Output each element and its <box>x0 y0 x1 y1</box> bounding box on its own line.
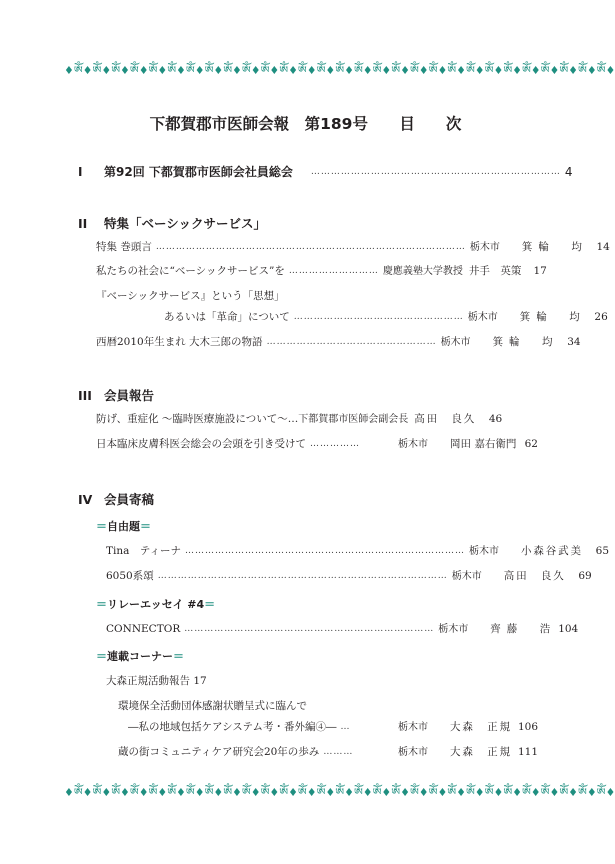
page-number: 111 <box>517 745 538 758</box>
entry-author: 箕輪 均 <box>519 310 580 323</box>
section-1-label: I 第92回 下都賀郡市医師会社員総会 <box>78 165 293 179</box>
entry-title: 私たちの社会に“ベーシックサービス”を <box>96 265 285 277</box>
leader-dots: …………… <box>310 439 360 449</box>
entry-affiliation: 下都賀郡市医師会副会長 <box>298 413 409 425</box>
toc-heading: 目 次 <box>399 115 462 133</box>
page-number: 14 <box>596 240 610 253</box>
entry-author: 大森 正規 <box>450 720 510 733</box>
toc-entry[interactable] <box>118 743 538 761</box>
entry-title: CONNECTOR <box>106 623 181 635</box>
entry-affiliation: 栃木市 <box>467 311 498 323</box>
page-number: 104 <box>558 622 579 635</box>
subheading-serial-corner: ＝連載コーナー＝ <box>96 650 184 663</box>
leader-dots: ………………………………………………………………… <box>310 167 561 177</box>
leader-dots: ……… <box>323 747 354 757</box>
page-number: 17 <box>533 264 547 277</box>
toc-entry[interactable] <box>164 308 608 326</box>
entry-title: 『ベーシックサービス』という「思想」 <box>96 290 285 302</box>
page-number: 4 <box>564 165 573 179</box>
bulletin-title: 下都賀郡市医師会報 第189号 <box>149 115 368 133</box>
leader-dots: ………………………………………………………………………… <box>185 546 466 556</box>
leader-dots: ………………………………………………………………………………… <box>155 242 466 252</box>
leader-dots: … <box>340 722 351 732</box>
entry-affiliation: 慶應義塾大学教授 <box>382 265 463 277</box>
subheading-relay-essay: ＝リレーエッセイ #4＝ <box>96 598 216 611</box>
entry-author: 箕輪 均 <box>492 335 553 348</box>
entry-author: 齊藤 浩 <box>490 622 551 635</box>
entry-title: 蔵の街コミュニティケア研究会20年の歩み <box>118 746 320 758</box>
entry-title: Tina ティーナ <box>106 545 182 557</box>
page-number: 62 <box>524 437 538 450</box>
toc-entry[interactable] <box>128 718 538 736</box>
leader-dots: …………………………………………… <box>266 337 437 347</box>
entry-author: 高田 良久 <box>414 412 475 425</box>
entry-affiliation: 栃木市 <box>440 336 471 348</box>
entry-affiliation: 栃木市 <box>451 570 482 582</box>
page-title <box>0 112 611 134</box>
entry-affiliation: 栃木市 <box>398 721 428 733</box>
entry-author: 岡田 嘉右衛門 <box>450 437 517 450</box>
toc-entry[interactable] <box>96 262 547 280</box>
entry-author: 井手 英策 <box>468 264 522 277</box>
entry-title: 6050系頌 <box>106 570 154 582</box>
section-4: IV 会員寄稿 <box>78 492 155 507</box>
entry-affiliation: 栃木市 <box>469 241 500 253</box>
entry-affiliation: 栃木市 <box>469 545 500 557</box>
subheading-free-topic: ＝自由題＝ <box>96 520 151 533</box>
page-number: 46 <box>488 412 503 425</box>
toc-entry[interactable] <box>106 542 610 560</box>
entry-title: 西暦2010年生まれ 大木三郎の物語 <box>96 336 263 348</box>
page-number: 65 <box>595 544 610 557</box>
toc-entry[interactable] <box>106 567 592 585</box>
toc-entry[interactable] <box>96 333 581 351</box>
entry-author: 箕輪 均 <box>521 240 582 253</box>
leader-dots: ………………………………………………………………… <box>184 624 435 634</box>
entry-title: 環境保全活動団体感謝状贈呈式に臨んで <box>118 700 307 712</box>
entry-title: あるいは「革命」について <box>164 311 290 323</box>
entry-affiliation: 栃木市 <box>398 438 428 450</box>
bottom-ornament-border: ♦ༀ♦ༀ♦ༀ♦ༀ♦ༀ♦ༀ♦ༀ♦ༀ♦ༀ♦ༀ♦ༀ♦ༀ♦ༀ♦ༀ♦ༀ♦ༀ♦ༀ♦ༀ♦ༀ♦ༀ♦ༀ♦ༀ♦ༀ♦ༀ♦ༀ♦ༀ♦ༀ♦ༀ♦ༀ♦ <box>64 786 615 799</box>
section-2: II 特集「ベーシックサービス」 <box>78 216 267 231</box>
entry-affiliation: 栃木市 <box>438 623 469 635</box>
toc-entry[interactable] <box>96 410 538 428</box>
section-3: III 会員報告 <box>78 388 155 403</box>
entry-title: 大森正規活動報告 17 <box>106 675 207 687</box>
page-number: 106 <box>517 720 538 733</box>
toc-entry[interactable] <box>96 435 538 453</box>
page-number: 69 <box>578 569 592 582</box>
entry-title: 日本臨床皮膚科医会総会の会頭を引き受けて <box>96 438 306 450</box>
entry-title: 防げ、重症化 〜臨時医療施設について〜… <box>96 413 299 425</box>
page-number: 34 <box>567 335 581 348</box>
leader-dots: ……………………… <box>288 266 379 276</box>
entry-title: ―私の地域包括ケアシステム考・番外編④― <box>128 721 337 733</box>
toc-entry[interactable] <box>106 620 579 638</box>
page-number: 26 <box>594 310 608 323</box>
entry-affiliation: 栃木市 <box>398 746 428 758</box>
leader-dots: …………………………………………… <box>293 312 464 322</box>
toc-entry[interactable] <box>96 238 610 256</box>
entry-author: 小森谷武美 <box>521 544 582 557</box>
entry-title: 特集 巻頭言 <box>96 241 152 253</box>
section-1[interactable] <box>78 163 573 181</box>
entry-author: 大森 正規 <box>450 745 510 758</box>
entry-author: 高田 良久 <box>503 569 564 582</box>
leader-dots: …………………………………………………………………………… <box>157 571 448 581</box>
top-ornament-border: ♦ༀ♦ༀ♦ༀ♦ༀ♦ༀ♦ༀ♦ༀ♦ༀ♦ༀ♦ༀ♦ༀ♦ༀ♦ༀ♦ༀ♦ༀ♦ༀ♦ༀ♦ༀ♦ༀ♦ༀ♦ༀ♦ༀ♦ༀ♦ༀ♦ༀ♦ༀ♦ༀ♦ༀ♦ༀ♦ <box>64 64 615 77</box>
